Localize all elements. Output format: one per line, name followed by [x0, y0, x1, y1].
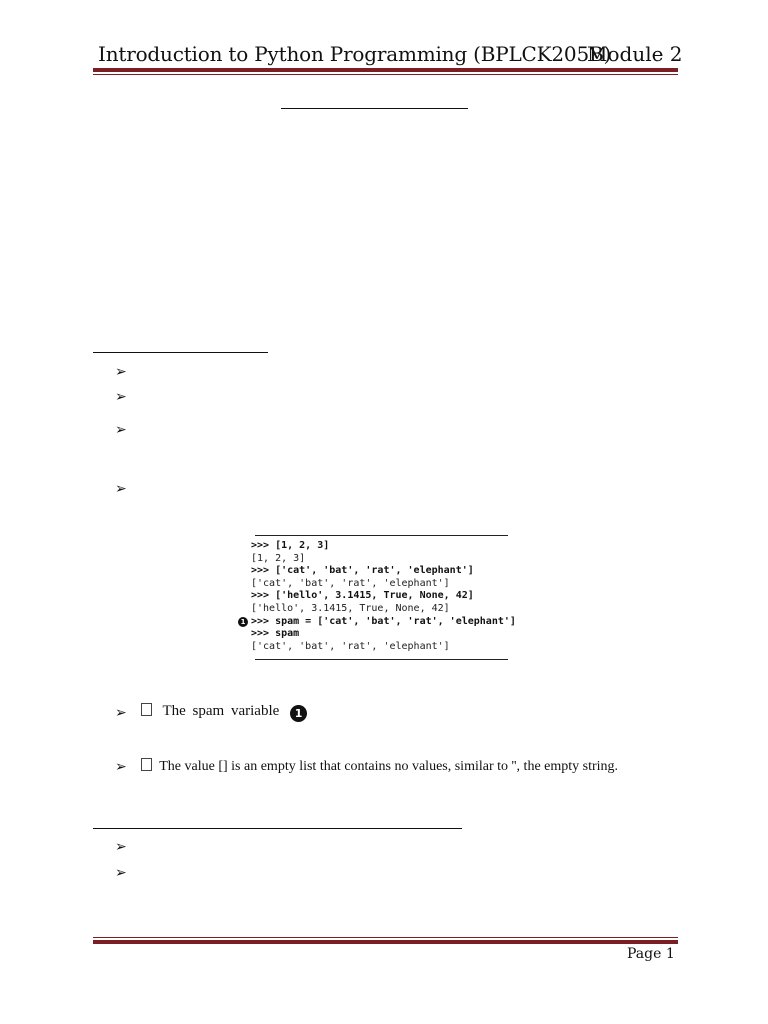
bullet-arrow-icon: ➢: [115, 422, 127, 438]
bullet-arrow-icon: ➢: [115, 705, 127, 721]
code-input-line: >>> spam = ['cat', 'bat', 'rat', 'elephant']: [251, 615, 516, 627]
bullet-arrow-icon: ➢: [115, 865, 127, 881]
code-output-line: ['cat', 'bat', 'rat', 'elephant']: [251, 640, 450, 652]
bullet-arrow-icon: ➢: [115, 759, 127, 775]
code-output-line: ['hello', 3.1415, True, None, 42]: [251, 603, 450, 614]
code-input-line: >>> ['hello', 3.1415, True, None, 42]: [251, 590, 474, 602]
header-rule-thin: [93, 74, 678, 75]
code-marker-icon: 1: [238, 617, 248, 627]
section-underline-2: [93, 828, 462, 829]
bullet-empty-list: [141, 758, 618, 775]
code-input-line: >>> ['cat', 'bat', 'rat', 'elephant']: [251, 565, 474, 577]
code-example: [238, 535, 516, 660]
footer-rule-thick: [93, 940, 678, 944]
bullet-spam-variable: [141, 703, 307, 722]
module-label: Module 2: [587, 42, 683, 66]
heading-underline: [281, 108, 468, 109]
document-title: Introduction to Python Programming (BPLCK205B): [98, 42, 612, 66]
page-number: Page 1: [627, 946, 675, 962]
code-output-line: ['cat', 'bat', 'rat', 'elephant']: [251, 577, 450, 589]
bullet-arrow-icon: ➢: [115, 364, 127, 380]
bullet-arrow-icon: ➢: [115, 389, 127, 405]
code-input-line: >>> [1, 2, 3]: [251, 540, 330, 551]
code-top-rule: [255, 535, 508, 536]
footer-rule-thin: [93, 937, 678, 938]
checkbox-glyph-icon: [141, 703, 152, 716]
code-input-line: >>> spam: [251, 628, 300, 640]
code-output-line: [1, 2, 3]: [251, 552, 306, 564]
bullet-arrow-icon: ➢: [115, 481, 127, 497]
bullet-spam-text: The spam variable: [162, 703, 280, 719]
checkbox-glyph-icon: [141, 758, 152, 771]
bullet-empty-list-text: The value [] is an empty list that contains no values, similar to '', the empty string.: [159, 759, 619, 774]
code-bottom-rule: [255, 659, 508, 660]
spam-marker-icon: 1: [290, 705, 307, 722]
bullet-arrow-icon: ➢: [115, 839, 127, 855]
section-underline-1: [93, 352, 268, 353]
header-rule-thick: [93, 68, 678, 72]
